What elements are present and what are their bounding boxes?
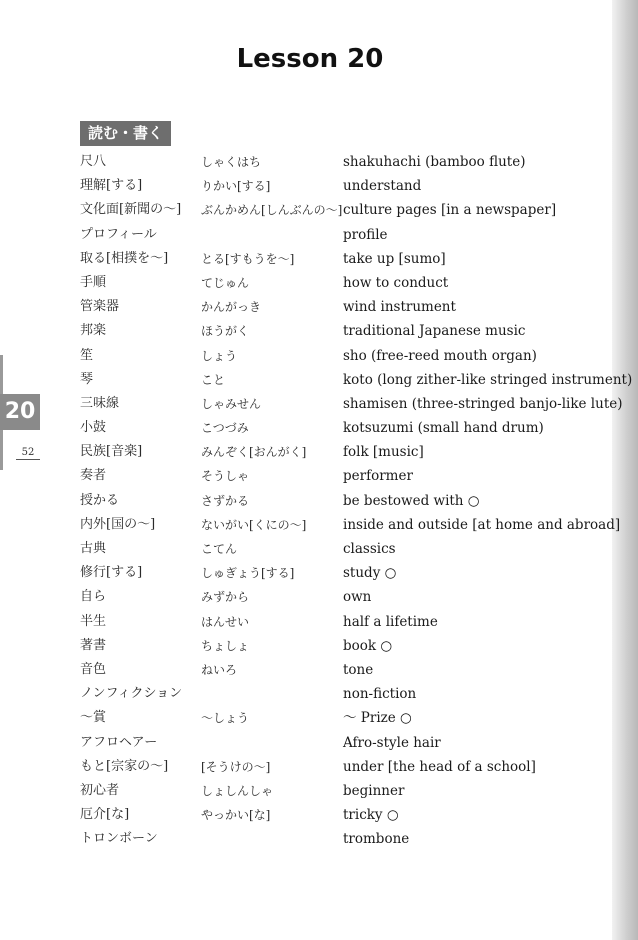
vocab-meaning: sho (free-reed mouth organ) bbox=[343, 347, 537, 364]
vocab-row bbox=[0, 634, 612, 658]
vocab-word: 文化面[新聞の〜] bbox=[80, 202, 182, 218]
vocab-reading: さずかる bbox=[201, 493, 250, 508]
vocab-meaning: shamisen (three-stringed banjo-like lute) bbox=[343, 395, 623, 412]
vocab-meaning: traditional Japanese music bbox=[343, 323, 526, 340]
vocab-meaning: book ○ bbox=[343, 637, 393, 654]
vocab-row bbox=[0, 682, 612, 706]
vocab-reading: りかい[する] bbox=[201, 179, 271, 194]
vocab-reading: ほうがく bbox=[201, 324, 250, 339]
vocab-reading: ねいろ bbox=[201, 662, 238, 677]
vocab-row bbox=[0, 223, 612, 247]
vocab-word: 笙 bbox=[80, 347, 94, 363]
vocab-meaning: classics bbox=[343, 541, 396, 557]
vocab-word: 尺八 bbox=[80, 154, 107, 169]
vocab-word: 〜賞 bbox=[80, 710, 107, 726]
vocab-row bbox=[0, 416, 612, 440]
vocab-row bbox=[0, 658, 612, 682]
vocab-reading: てじゅん bbox=[201, 275, 250, 290]
vocab-word: 著書 bbox=[80, 637, 107, 653]
vocab-word: 初心者 bbox=[80, 782, 120, 798]
vocab-word: 理解[する] bbox=[80, 178, 143, 194]
vocab-row bbox=[0, 174, 612, 198]
vocab-meaning: profile bbox=[343, 226, 388, 243]
vocab-reading: しょう bbox=[201, 348, 238, 363]
vocab-word: トロンボーン bbox=[80, 831, 158, 847]
vocab-meaning: own bbox=[343, 589, 372, 606]
vocab-meaning: non-fiction bbox=[343, 686, 417, 703]
vocab-reading: ないがい[くにの〜] bbox=[201, 517, 307, 532]
vocab-row bbox=[0, 827, 612, 851]
vocab-reading: こてん bbox=[201, 542, 238, 556]
vocab-reading: こと bbox=[201, 372, 226, 387]
vocab-row bbox=[0, 610, 612, 634]
vocab-row bbox=[0, 295, 612, 319]
vocab-reading: かんがっき bbox=[201, 300, 262, 315]
vocab-word: ノンフィクション bbox=[80, 686, 183, 702]
vocab-reading: しゃみせん bbox=[201, 396, 262, 411]
vocab-meaning: tone bbox=[343, 661, 374, 678]
vocab-meaning: how to conduct bbox=[343, 274, 449, 291]
vocab-row bbox=[0, 368, 633, 392]
page-title: Lesson 20 bbox=[236, 44, 384, 74]
vocab-reading: そうしゃ bbox=[201, 469, 250, 484]
vocab-row bbox=[0, 779, 612, 803]
vocab-word: 古典 bbox=[80, 541, 107, 556]
vocab-row bbox=[0, 755, 612, 779]
vocab-meaning: shakuhachi (bamboo flute) bbox=[343, 154, 526, 170]
page-edge-shadow bbox=[612, 0, 638, 940]
vocab-meaning: culture pages [in a newspaper] bbox=[343, 202, 557, 219]
vocab-meaning: koto (long zither-like stringed instrument) bbox=[343, 371, 633, 388]
vocab-reading: みんぞく[おんがく] bbox=[201, 445, 307, 460]
vocab-row bbox=[0, 392, 623, 416]
vocab-word: 厄介[な] bbox=[80, 807, 130, 823]
vocab-meaning: beginner bbox=[343, 782, 405, 799]
vocab-reading: やっかい[な] bbox=[201, 808, 271, 823]
vocab-row bbox=[0, 271, 612, 295]
vocab-word: 管楽器 bbox=[80, 299, 120, 315]
vocab-word: 邦楽 bbox=[80, 323, 107, 339]
vocab-reading: [そうけの〜] bbox=[201, 759, 271, 774]
vocab-meaning: understand bbox=[343, 178, 422, 195]
vocab-meaning: 〜 Prize ○ bbox=[343, 710, 412, 727]
vocab-reading: みずから bbox=[201, 590, 250, 605]
vocab-reading: ぶんかめん[しんぶんの〜] bbox=[201, 203, 343, 218]
vocab-row bbox=[0, 489, 612, 513]
vocab-row bbox=[0, 344, 612, 368]
vocab-word: 修行[する] bbox=[80, 565, 143, 581]
vocab-word: プロフィール bbox=[80, 226, 157, 242]
vocab-meaning: inside and outside [at home and abroad] bbox=[343, 516, 621, 533]
vocab-row bbox=[0, 803, 612, 827]
vocab-word: 半生 bbox=[80, 613, 107, 629]
vocab-reading: こつづみ bbox=[201, 421, 249, 436]
vocabulary-list bbox=[0, 150, 633, 851]
vocab-word: 小鼓 bbox=[80, 420, 107, 436]
vocab-meaning: trombone bbox=[343, 831, 410, 848]
vocab-meaning: folk [music] bbox=[343, 444, 424, 461]
vocab-meaning: study ○ bbox=[343, 565, 397, 582]
vocab-meaning: tricky ○ bbox=[343, 807, 399, 824]
vocab-meaning: under [the head of a school] bbox=[343, 758, 536, 775]
vocab-word: 民族[音楽] bbox=[80, 444, 143, 460]
vocab-row bbox=[0, 561, 612, 585]
vocab-row bbox=[0, 585, 612, 609]
vocab-row bbox=[0, 537, 612, 561]
vocab-meaning: take up [sumo] bbox=[343, 250, 446, 267]
vocab-meaning: performer bbox=[343, 468, 413, 485]
vocab-word: 授かる bbox=[80, 492, 120, 508]
vocab-word: 音色 bbox=[80, 661, 107, 677]
section-label: 読む・書く bbox=[80, 121, 171, 146]
vocab-reading: しょしんしゃ bbox=[201, 783, 274, 798]
vocab-row bbox=[0, 198, 612, 222]
vocab-word: 取る[相撲を〜] bbox=[80, 250, 169, 266]
vocab-row bbox=[0, 319, 612, 343]
vocab-meaning: wind instrument bbox=[343, 299, 456, 316]
vocab-row bbox=[0, 513, 621, 537]
vocab-reading: とる[すもうを〜] bbox=[201, 251, 295, 266]
vocab-row bbox=[0, 440, 612, 464]
vocab-reading: はんせい bbox=[201, 614, 250, 629]
vocab-row bbox=[0, 150, 612, 174]
vocab-word: 琴 bbox=[80, 371, 94, 387]
vocab-word: 奏者 bbox=[80, 468, 107, 484]
vocab-meaning: Afro-style hair bbox=[343, 734, 441, 751]
vocab-row bbox=[0, 247, 612, 271]
vocab-reading: ちょしょ bbox=[201, 638, 250, 653]
vocab-word: 三味線 bbox=[80, 395, 120, 411]
vocab-row bbox=[0, 464, 612, 488]
vocab-meaning: be bestowed with ○ bbox=[343, 492, 480, 509]
vocab-word: 自ら bbox=[80, 589, 107, 605]
vocab-meaning: kotsuzumi (small hand drum) bbox=[343, 420, 544, 437]
chapter-tab: 20 bbox=[0, 394, 40, 430]
vocab-word: もと[宗家の〜] bbox=[80, 758, 169, 774]
vocab-row bbox=[0, 731, 612, 755]
vocab-reading: 〜しょう bbox=[201, 711, 250, 726]
vocab-reading: しゃくはち bbox=[201, 155, 262, 169]
page-number: 52 bbox=[16, 447, 40, 460]
vocab-word: アフロヘアー bbox=[80, 734, 158, 750]
vocab-meaning: half a lifetime bbox=[343, 613, 438, 630]
vocab-word: 手順 bbox=[80, 274, 107, 290]
vocab-word: 内外[国の〜] bbox=[80, 516, 156, 532]
vocab-reading: しゅぎょう[する] bbox=[201, 566, 295, 581]
vocab-row bbox=[0, 706, 612, 730]
